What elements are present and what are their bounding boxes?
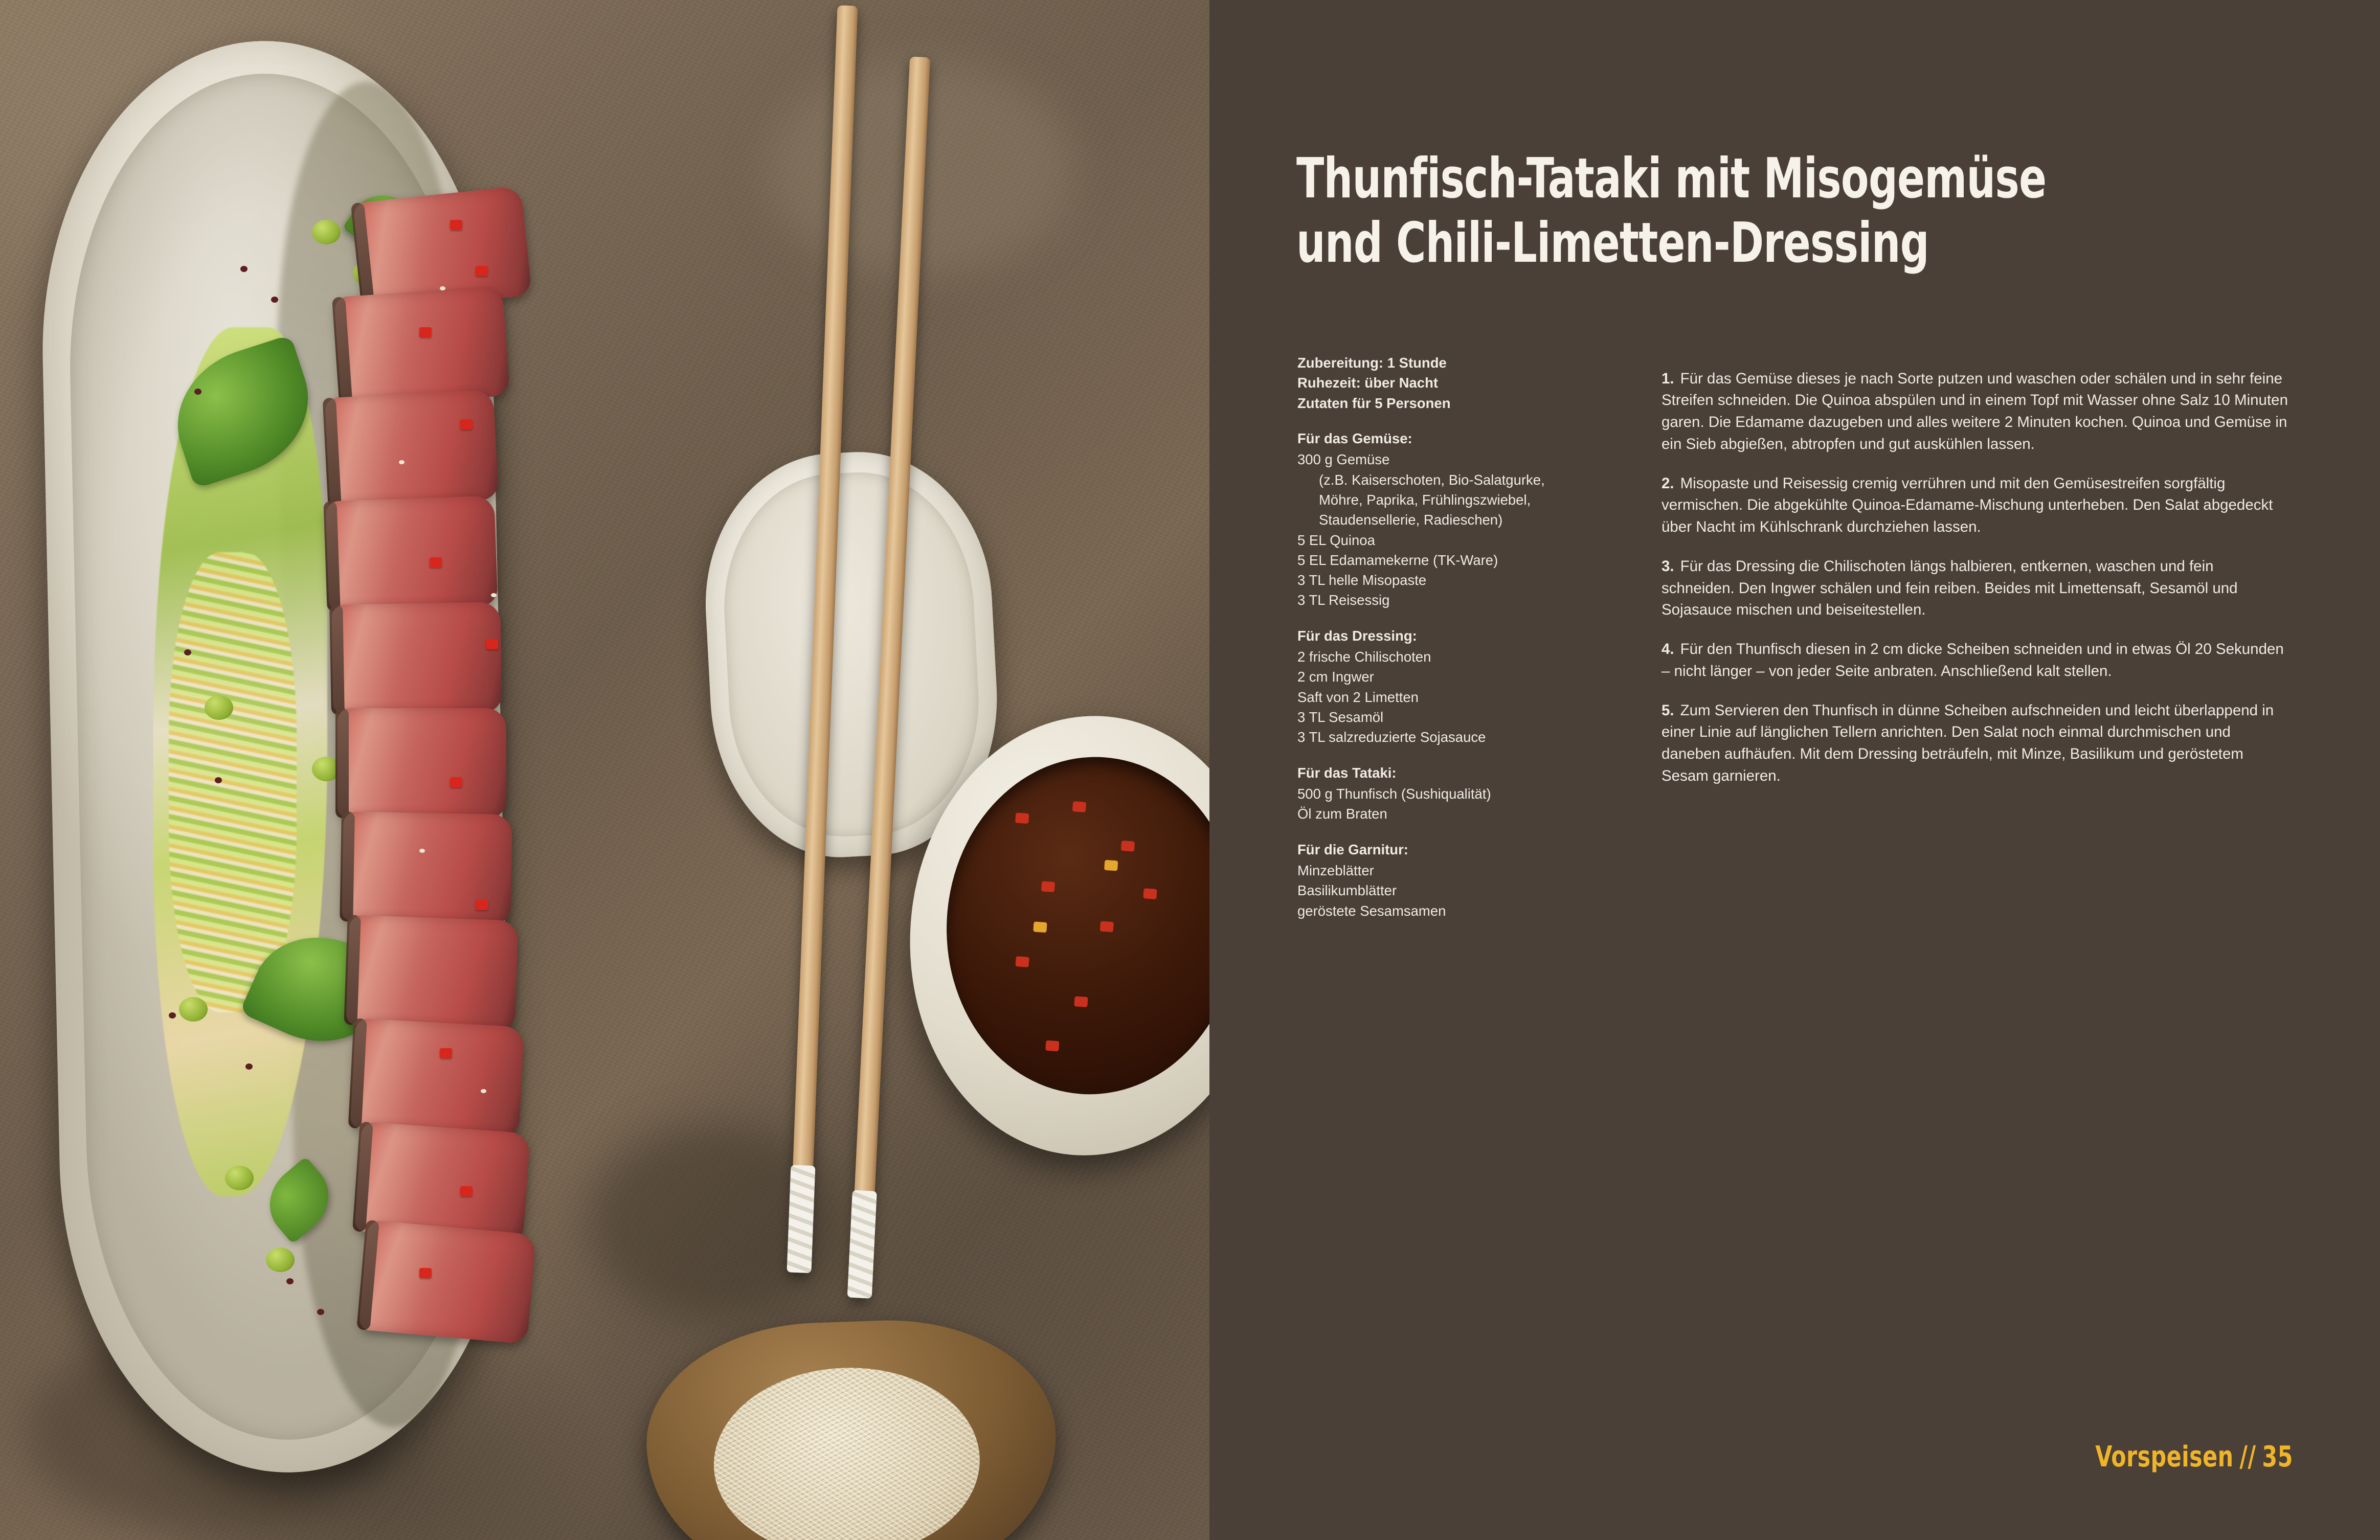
preparation-steps-column: [1661, 353, 2291, 936]
soy-dressing-sauce: [935, 747, 1209, 1104]
chili-dice: [450, 777, 462, 787]
step-number: 4.: [1661, 641, 1674, 658]
chili-dice: [1015, 812, 1029, 824]
red-quinoa-grain: [240, 266, 248, 272]
preparation-step: [1661, 700, 2291, 787]
edamame-bean: [179, 997, 208, 1022]
recipe-title-line-1: Thunfisch-Tataki mit Misogemüse: [1296, 147, 2047, 211]
chili-dice: [1121, 841, 1135, 852]
chili-dice: [486, 639, 498, 649]
ginger-dice: [1104, 860, 1118, 871]
ingredient-item: 3 TL salzreduzierte Sojasauce: [1297, 729, 1486, 745]
chopstick-wrap: [787, 1165, 815, 1273]
meta-resting: Ruhezeit: über Nacht: [1297, 375, 1439, 391]
ingredient-group-heading: Für die Garnitur:: [1297, 841, 1408, 857]
red-quinoa-grain: [215, 777, 222, 783]
ingredient-group: [1297, 626, 1614, 748]
ingredient-item: Saft von 2 Limetten: [1297, 689, 1419, 705]
chili-dice: [476, 266, 488, 276]
ingredient-group-heading: Für das Dressing:: [1297, 627, 1417, 644]
chapter-label: Vorspeisen: [2095, 1440, 2234, 1474]
preparation-step: [1661, 639, 2291, 683]
tuna-slice: [358, 1220, 536, 1344]
page-title: [1296, 147, 2093, 275]
preparation-step: [1661, 473, 2291, 538]
step-text: Für das Gemüse dieses je nach Sorte putzen und waschen oder schälen und in sehr feine Streifen schneiden. Die Quinoa abspülen und in einem Topf mit Wasser ohne Salz 10 Minuten garen. Die Edamame dazugeben und alles weitere 2 Minuten kochen. Quinoa und Gemüse in ein Sieb abgießen, abtropfen und gut auskühlen lassen.: [1661, 370, 2288, 452]
seared-edge: [329, 605, 345, 715]
chili-dice: [1015, 956, 1029, 967]
chili-dice: [1041, 881, 1055, 892]
chili-dice: [1045, 1040, 1059, 1052]
ingredient-group-heading: Für das Tataki:: [1297, 764, 1397, 781]
sesame-seed: [399, 460, 405, 464]
ingredient-group: [1297, 428, 1614, 610]
red-quinoa-grain: [317, 1309, 324, 1315]
step-number: 1.: [1661, 370, 1674, 387]
ingredient-item: 500 g Thunfisch (Sushiqualität): [1297, 785, 1491, 802]
ingredient-item: 3 TL Reisessig: [1297, 592, 1390, 608]
ingredient-item: 3 TL Sesamöl: [1297, 709, 1384, 725]
edamame-bean: [266, 1248, 295, 1272]
ginger-dice: [1033, 921, 1047, 933]
chili-dice: [1074, 996, 1088, 1007]
sesame-seed: [481, 1089, 486, 1093]
sesame-seed: [491, 593, 497, 597]
recipe-text-panel: [1209, 0, 2380, 1540]
toasted-sesame-pile: [711, 1363, 983, 1540]
ingredient-item: 5 EL Edamamekerne (TK-Ware): [1297, 552, 1498, 568]
chili-dice: [430, 557, 442, 568]
edamame-bean: [205, 695, 233, 720]
page-footer: [2095, 1440, 2293, 1474]
sesame-seed: [419, 849, 425, 853]
ingredients-column: [1297, 353, 1614, 936]
red-quinoa-grain: [286, 1278, 294, 1284]
ingredient-group-heading: Für das Gemüse:: [1297, 430, 1412, 446]
ingredient-item: Möhre, Paprika, Frühlingszwiebel,: [1319, 491, 1531, 508]
meta-preparation: Zubereitung: 1 Stunde: [1297, 355, 1447, 371]
step-text: Für den Thunfisch diesen in 2 cm dicke Scheiben schneiden und in etwas Öl 20 Sekunden – nicht länger – von jeder Seite anbraten. Anschließend kalt stellen.: [1661, 641, 2284, 680]
chili-dice: [460, 1186, 473, 1196]
tuna-slice: [331, 602, 502, 715]
chili-dice: [450, 220, 462, 230]
chili-dice: [419, 327, 432, 337]
preparation-step: [1661, 368, 2291, 456]
ingredient-group: [1297, 840, 1614, 921]
meta-servings: Zutaten für 5 Personen: [1297, 395, 1451, 411]
small-side-plate-well: [717, 467, 985, 843]
recipe-title-line-2: und Chili-Limetten-Dressing: [1296, 211, 1929, 275]
ingredient-item: 3 TL helle Misopaste: [1297, 572, 1427, 588]
preparation-step: [1661, 556, 2291, 621]
red-quinoa-grain: [271, 297, 278, 303]
footer-separator: //: [2239, 1440, 2256, 1474]
ingredient-item: Staudensellerie, Radieschen): [1319, 512, 1503, 528]
tuna-slice: [325, 390, 499, 508]
step-number: 5.: [1661, 701, 1674, 719]
tuna-slice: [346, 915, 518, 1030]
red-quinoa-grain: [245, 1063, 253, 1070]
ingredient-item: 2 frische Chilischoten: [1297, 649, 1431, 665]
chili-dice: [476, 900, 488, 910]
edamame-bean: [312, 220, 341, 244]
step-text: Für das Dressing die Chilischoten längs halbieren, entkernen, waschen und fein schneiden. Den Ingwer schälen und fein reiben. Beides mit Limettensaft, Sesamöl und Sojasauce mischen und beiseitestellen.: [1661, 557, 2238, 619]
step-number: 2.: [1661, 474, 1674, 492]
ingredient-item: Basilikumblätter: [1297, 882, 1397, 899]
ingredient-item: 300 g Gemüse: [1297, 451, 1390, 468]
tuna-slice: [350, 1018, 525, 1137]
seared-edge: [340, 811, 355, 921]
ingredient-item: Öl zum Braten: [1297, 806, 1387, 822]
edamame-bean: [225, 1166, 254, 1190]
chopstick-wrap: [847, 1190, 877, 1299]
chili-dice: [460, 419, 473, 429]
page-number: 35: [2262, 1440, 2293, 1474]
vegetable-strips: [169, 552, 297, 1012]
ingredient-item: Minzeblätter: [1297, 862, 1374, 878]
ingredient-item: 5 EL Quinoa: [1297, 532, 1375, 548]
tuna-slice: [325, 495, 498, 611]
recipe-columns: [1297, 353, 2300, 936]
chili-dice: [440, 1048, 452, 1058]
recipe-meta: [1297, 353, 1614, 413]
step-text: Misopaste und Reisessig cremig verrühren und mit den Gemüsestreifen sorgfältig vermischen. Die abgekühlte Quinoa-Edamame-Mischung unterheben. Den Salat abgedeckt über Nacht im Kühlschrank durchziehen lassen.: [1661, 474, 2273, 536]
chili-dice: [419, 1268, 432, 1278]
step-number: 3.: [1661, 557, 1674, 575]
ingredient-item: 2 cm Ingwer: [1297, 669, 1374, 685]
tuna-slice: [338, 708, 506, 818]
step-text: Zum Servieren den Thunfisch in dünne Scheiben aufschneiden und leicht überlappend in einer Linie auf länglichen Tellern anrichten. Den Salat noch einmal durchmischen und daneben aufhäufen. Mit dem Dressing beträufeln, mit Minze, Basilikum und geröstetem Sesam garnieren.: [1661, 701, 2274, 784]
seared-edge: [335, 708, 349, 818]
chili-dice: [1072, 801, 1086, 812]
sesame-seed: [440, 286, 445, 290]
red-quinoa-grain: [194, 389, 201, 395]
tuna-slice: [334, 286, 510, 407]
ingredient-item: (z.B. Kaiserschoten, Bio-Salatgurke,: [1319, 471, 1545, 488]
ingredient-group: [1297, 763, 1614, 824]
chili-dice: [1100, 921, 1114, 932]
red-quinoa-grain: [169, 1012, 176, 1018]
chili-dice: [1143, 888, 1157, 899]
ingredient-item: geröstete Sesamsamen: [1297, 902, 1446, 919]
red-quinoa-grain: [184, 649, 191, 655]
